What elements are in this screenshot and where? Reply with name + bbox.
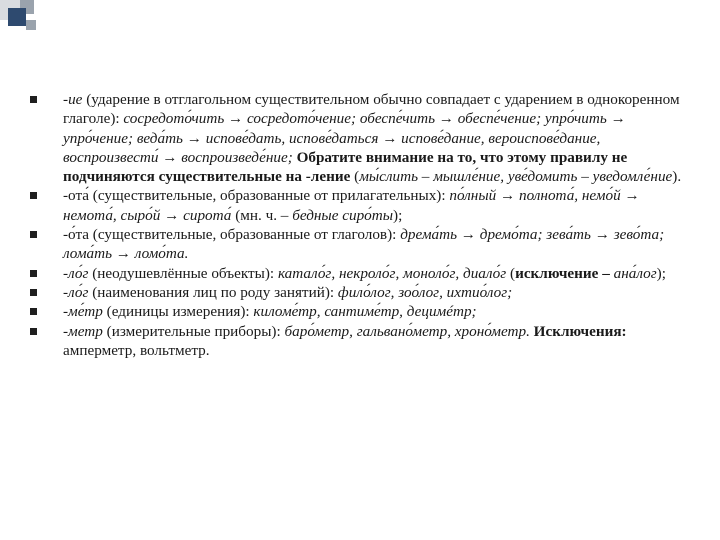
list-item	[30, 186, 692, 225]
list-item-text: -ме́тр	[63, 303, 103, 321]
list-item-text: баро́метр, гальвано́метр, хроно́метр.	[284, 322, 530, 340]
list-item-text: );	[656, 264, 666, 282]
square-bullet-icon	[30, 289, 37, 296]
list-item-text: ана́лог	[613, 264, 657, 282]
list-item-text: (единицы измерения):	[102, 303, 254, 321]
header-bar	[40, 8, 720, 36]
list-item-text: -метр	[63, 322, 103, 340]
list-item-text: исключение –	[515, 264, 610, 282]
list-item	[30, 283, 692, 302]
deco-square-small	[26, 20, 36, 30]
list-item	[30, 90, 692, 186]
square-bullet-icon	[30, 308, 37, 315]
list-item	[30, 264, 692, 283]
header-decoration	[0, 0, 720, 40]
list-item-text: сосредото́чить → сосредото́чение; обеспе́чить → обеспе́чение; упро́чить → упро́чение; веда́ть → испове́дать, испове́даться → испове́дание, вероиспове́дание, воспроизвести́ → воспроизведе́ние;	[63, 110, 626, 166]
square-bullet-icon	[30, 270, 37, 277]
square-bullet-icon	[30, 96, 37, 103]
list-item-text: по́лный → полнота́, немо́й → немота́, сыро́й → сирота́	[63, 187, 640, 224]
list-item-text: -ло́г	[63, 283, 89, 301]
square-bullet-icon	[30, 192, 37, 199]
list-item-text: -ота́ (существительные, образованные от прилагательных):	[63, 187, 450, 205]
list-item-text: фило́лог, зоо́лог, ихтио́лог;	[337, 283, 513, 301]
list-item-text: (мн. ч. –	[231, 206, 293, 224]
list-item-text: (наименования лиц по роду занятий):	[88, 283, 338, 301]
slide-content	[30, 90, 692, 360]
list-item-text: Исключения:	[533, 322, 627, 340]
list-item-text: (неодушевлённые объекты):	[88, 264, 278, 282]
list-item	[30, 302, 692, 321]
list-item-text: Обратите внимание на то, что этому правилу не подчиняются существительные на -ление	[63, 148, 628, 186]
list-item-text: -	[63, 91, 69, 108]
list-item-text: амперметр, вольтметр.	[63, 341, 210, 359]
square-bullet-icon	[30, 328, 37, 335]
list-item-text: мы́слить – мышле́ние, уве́домить – уведомле́ние	[359, 168, 673, 186]
list-item-text: -о́та (существительные, образованные от глаголов):	[63, 226, 401, 244]
list-item-text: катало́г, некроло́г, моноло́г, диало́г	[277, 264, 507, 282]
list-item-text: (	[506, 264, 516, 282]
list-item-text: );	[393, 206, 403, 224]
list-item-text: (ударение в отглагольном существительном обычно совпадает с ударением в однокоренном глаголе):	[63, 91, 680, 128]
list-item-text: ).	[672, 168, 682, 186]
list-item-text: киломе́тр, сантиме́тр, децимéтр;	[253, 303, 477, 321]
list-item-text: -ло́г	[63, 264, 89, 282]
list-item-text: (измерительные приборы):	[102, 322, 285, 340]
list-item-text: бедные сиро́ты	[292, 206, 394, 224]
list-item-text: (	[350, 168, 360, 186]
square-bullet-icon	[30, 231, 37, 238]
list-item-text: ие	[68, 91, 83, 108]
list-item	[30, 322, 692, 361]
list-item	[30, 225, 692, 264]
list-item-text: дрема́ть → дремо́та; зева́ть → зево́та; лома́ть → ломо́та.	[63, 226, 665, 263]
deco-square-dark	[8, 8, 26, 26]
